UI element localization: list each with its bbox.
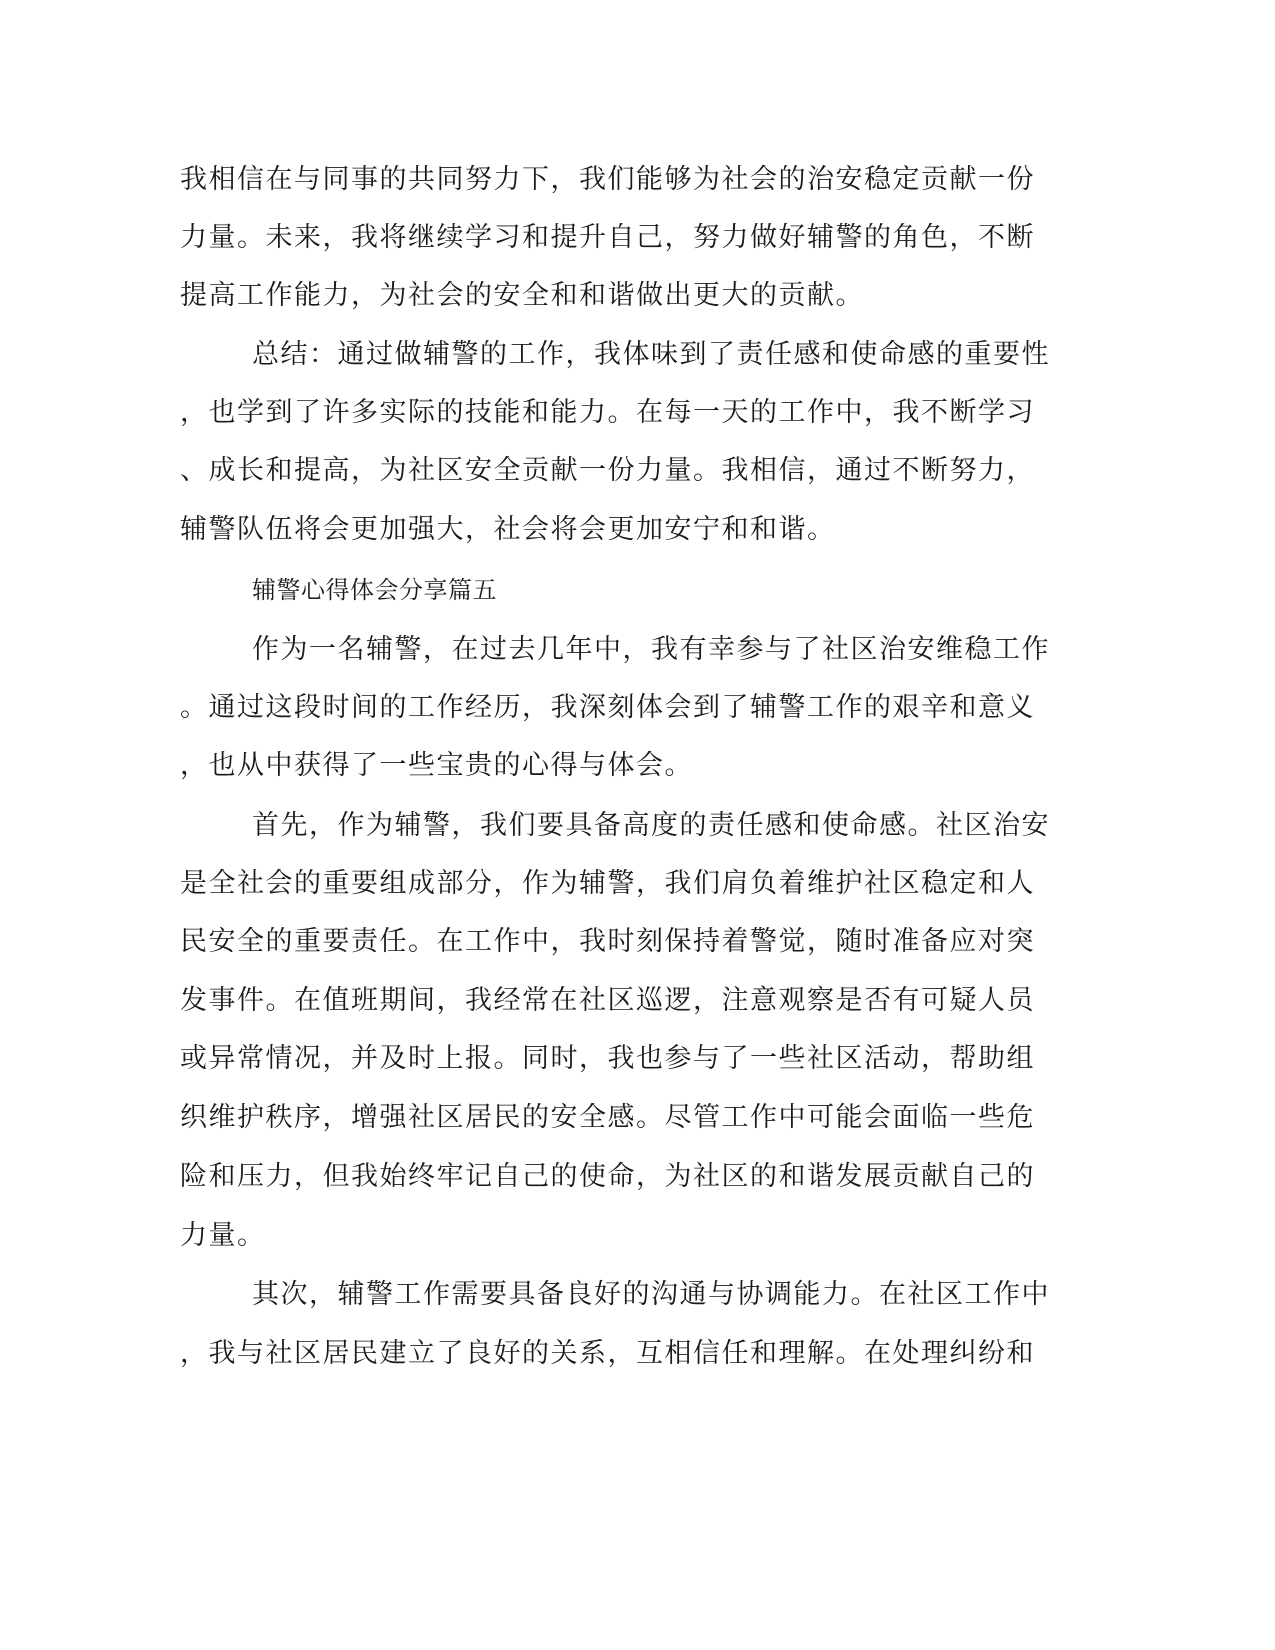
text-line: 、成长和提高，为社区安全贡献一份力量。我相信，通过不断努力， bbox=[180, 455, 1035, 486]
text-line: 民安全的重要责任。在工作中，我时刻保持着警觉，随时准备应对突 bbox=[180, 926, 1035, 957]
text-line: 。通过这段时间的工作经历，我深刻体会到了辅警工作的艰辛和意义 bbox=[180, 692, 1035, 723]
text-line: 作为一名辅警，在过去几年中，我有幸参与了社区治安维稳工作 bbox=[252, 634, 1050, 665]
text-line: 织维护秩序，增强社区居民的安全感。尽管工作中可能会面临一些危 bbox=[180, 1102, 1035, 1133]
text-line: 我相信在与同事的共同努力下，我们能够为社会的治安稳定贡献一份 bbox=[180, 164, 1035, 195]
text-line: 总结：通过做辅警的工作，我体味到了责任感和使命感的重要性 bbox=[252, 339, 1050, 370]
text-line: 力量。未来，我将继续学习和提升自己，努力做好辅警的角色，不断 bbox=[180, 222, 1035, 253]
text-line: 提高工作能力，为社会的安全和和谐做出更大的贡献。 bbox=[180, 280, 864, 311]
text-line: 力量。 bbox=[180, 1220, 266, 1251]
text-line: ，也学到了许多实际的技能和能力。在每一天的工作中，我不断学习 bbox=[180, 397, 1035, 428]
section-heading: 辅警心得体会分享篇五 bbox=[252, 576, 497, 604]
text-line: 发事件。在值班期间，我经常在社区巡逻，注意观察是否有可疑人员 bbox=[180, 985, 1035, 1016]
text-line: 是全社会的重要组成部分，作为辅警，我们肩负着维护社区稳定和人 bbox=[180, 868, 1035, 899]
text-line: 其次，辅警工作需要具备良好的沟通与协调能力。在社区工作中 bbox=[252, 1279, 1050, 1310]
text-line: ，也从中获得了一些宝贵的心得与体会。 bbox=[180, 750, 693, 781]
text-line: 首先，作为辅警，我们要具备高度的责任感和使命感。社区治安 bbox=[252, 810, 1050, 841]
text-line: ，我与社区居民建立了良好的关系，互相信任和理解。在处理纠纷和 bbox=[180, 1338, 1035, 1369]
text-line: 或异常情况，并及时上报。同时，我也参与了一些社区活动，帮助组 bbox=[180, 1043, 1035, 1074]
text-line: 险和压力，但我始终牢记自己的使命，为社区的和谐发展贡献自己的 bbox=[180, 1161, 1035, 1192]
text-line: 辅警队伍将会更加强大，社会将会更加安宁和和谐。 bbox=[180, 514, 836, 545]
